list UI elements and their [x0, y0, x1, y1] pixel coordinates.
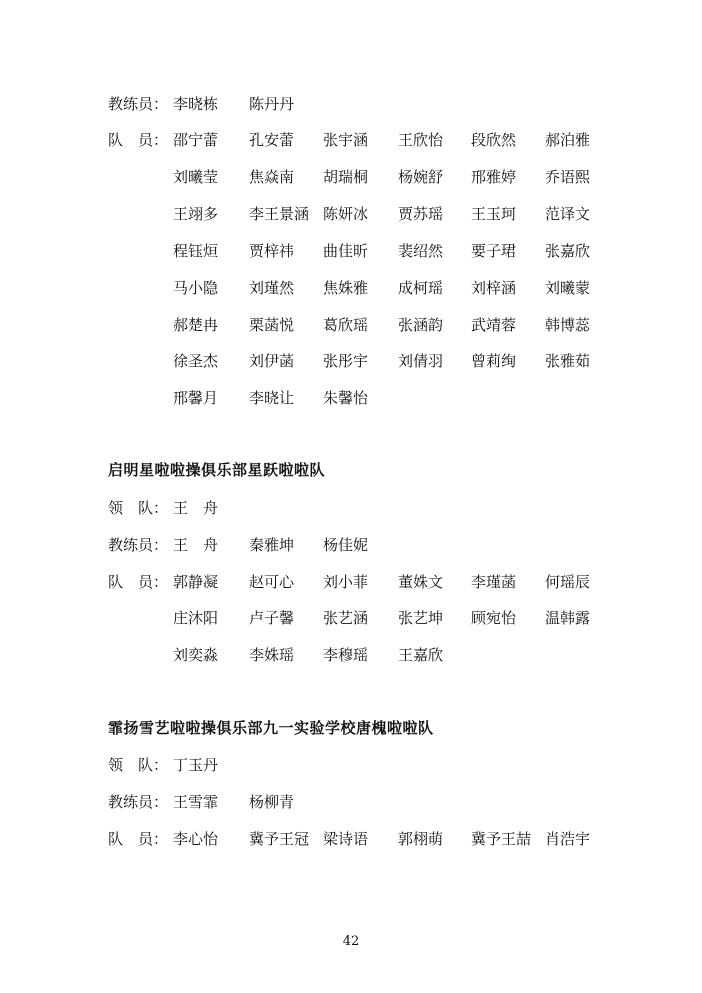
member-name: 刘倩羽: [398, 352, 444, 370]
member-name: 顾宛怡: [471, 609, 517, 627]
member-name: 刘曦蒙: [545, 279, 591, 297]
members-label: 队 员：: [108, 131, 169, 149]
member-name: 郝楚冉: [173, 316, 219, 334]
member-name: 葛欣瑶: [323, 316, 369, 334]
member-name: 冀予王冠: [249, 830, 310, 848]
member-name: 李晓让: [249, 389, 295, 407]
member-name: 何瑶辰: [545, 573, 591, 591]
member-name: 张艺涵: [323, 609, 369, 627]
member-name: 李姝瑶: [249, 646, 295, 664]
leader-label: 领 队：: [108, 499, 169, 517]
member-name: 李穆瑶: [323, 646, 369, 664]
member-name: 韩博蕊: [545, 316, 591, 334]
member-name: 刘小菲: [323, 573, 369, 591]
member-name: 邢馨月: [173, 389, 219, 407]
member-name: 李瑾菡: [471, 573, 517, 591]
coach-name: 杨柳青: [249, 793, 295, 811]
member-name: 张宇涵: [323, 131, 369, 149]
member-name: 王嘉欣: [398, 646, 444, 664]
member-name: 张艺坤: [398, 609, 444, 627]
member-name: 焦焱南: [249, 168, 295, 186]
member-name: 段欣然: [471, 131, 517, 149]
page-number: 42: [342, 934, 360, 949]
members-label: 队 员：: [108, 573, 169, 591]
member-name: 赵可心: [249, 573, 295, 591]
member-name: 栗菡悦: [249, 316, 295, 334]
member-name: 冀予王喆: [471, 830, 532, 848]
member-name: 曲佳昕: [323, 242, 369, 260]
member-name: 焦姝雅: [323, 279, 369, 297]
member-name: 郭栩萌: [398, 830, 444, 848]
leader-name: 王 舟: [173, 499, 219, 517]
member-name: 王欣怡: [398, 131, 444, 149]
coach-name: 陈丹丹: [249, 95, 295, 113]
member-name: 孔安蕾: [249, 131, 295, 149]
section-title: 霏扬雪艺啦啦操俱乐部九一实验学校唐槐啦啦队: [108, 719, 434, 737]
member-name: 王玉珂: [471, 205, 517, 223]
member-name: 乔语熙: [545, 168, 591, 186]
member-name: 马小隐: [173, 279, 219, 297]
member-name: 温韩露: [545, 609, 591, 627]
member-name: 李心怡: [173, 830, 219, 848]
member-name: 梁诗语: [323, 830, 369, 848]
members-label: 队 员：: [108, 830, 169, 848]
coach-name: 秦雅坤: [249, 536, 295, 554]
member-name: 胡瑞桐: [323, 168, 369, 186]
member-name: 陈妍冰: [323, 205, 369, 223]
member-name: 成柯瑶: [398, 279, 444, 297]
member-name: 张雅茹: [545, 352, 591, 370]
member-name: 董姝文: [398, 573, 444, 591]
member-name: 张涵韵: [398, 316, 444, 334]
member-name: 邵宁蕾: [173, 131, 219, 149]
member-name: 庄沐阳: [173, 609, 219, 627]
member-name: 贾梓祎: [249, 242, 295, 260]
leader-label: 领 队：: [108, 756, 169, 774]
leader-name: 丁玉丹: [173, 756, 219, 774]
member-name: 刘曦莹: [173, 168, 219, 186]
member-name: 裴绍然: [398, 242, 444, 260]
member-name: 朱馨怡: [323, 389, 369, 407]
member-name: 肖浩宇: [545, 830, 591, 848]
member-name: 贾苏瑶: [398, 205, 444, 223]
coach-label: 教练员：: [108, 793, 169, 811]
coach-label: 教练员：: [108, 536, 169, 554]
member-name: 要子珺: [471, 242, 517, 260]
member-name: 刘梓涵: [471, 279, 517, 297]
member-name: 徐圣杰: [173, 352, 219, 370]
coach-name: 杨佳妮: [323, 536, 369, 554]
coach-name: 李晓栋: [173, 95, 219, 113]
member-name: 范译文: [545, 205, 591, 223]
section-title: 启明星啦啦操俱乐部星跃啦啦队: [108, 461, 326, 479]
coach-name: 王 舟: [173, 536, 219, 554]
coach-name: 王雪霏: [173, 793, 219, 811]
member-name: 程钰烜: [173, 242, 219, 260]
member-name: 武靖蓉: [471, 316, 517, 334]
member-name: 李王景涵: [249, 205, 310, 223]
member-name: 王翊多: [173, 205, 219, 223]
member-name: 张嘉欣: [545, 242, 591, 260]
member-name: 曾莉绚: [471, 352, 517, 370]
member-name: 张彤宇: [323, 352, 369, 370]
member-name: 刘瑾然: [249, 279, 295, 297]
member-name: 郭静凝: [173, 573, 219, 591]
member-name: 杨婉舒: [398, 168, 444, 186]
member-name: 刘奕淼: [173, 646, 219, 664]
member-name: 邢雅婷: [471, 168, 517, 186]
member-name: 郝泊雅: [545, 131, 591, 149]
coach-label: 教练员：: [108, 95, 169, 113]
member-name: 刘伊菡: [249, 352, 295, 370]
member-name: 卢子馨: [249, 609, 295, 627]
